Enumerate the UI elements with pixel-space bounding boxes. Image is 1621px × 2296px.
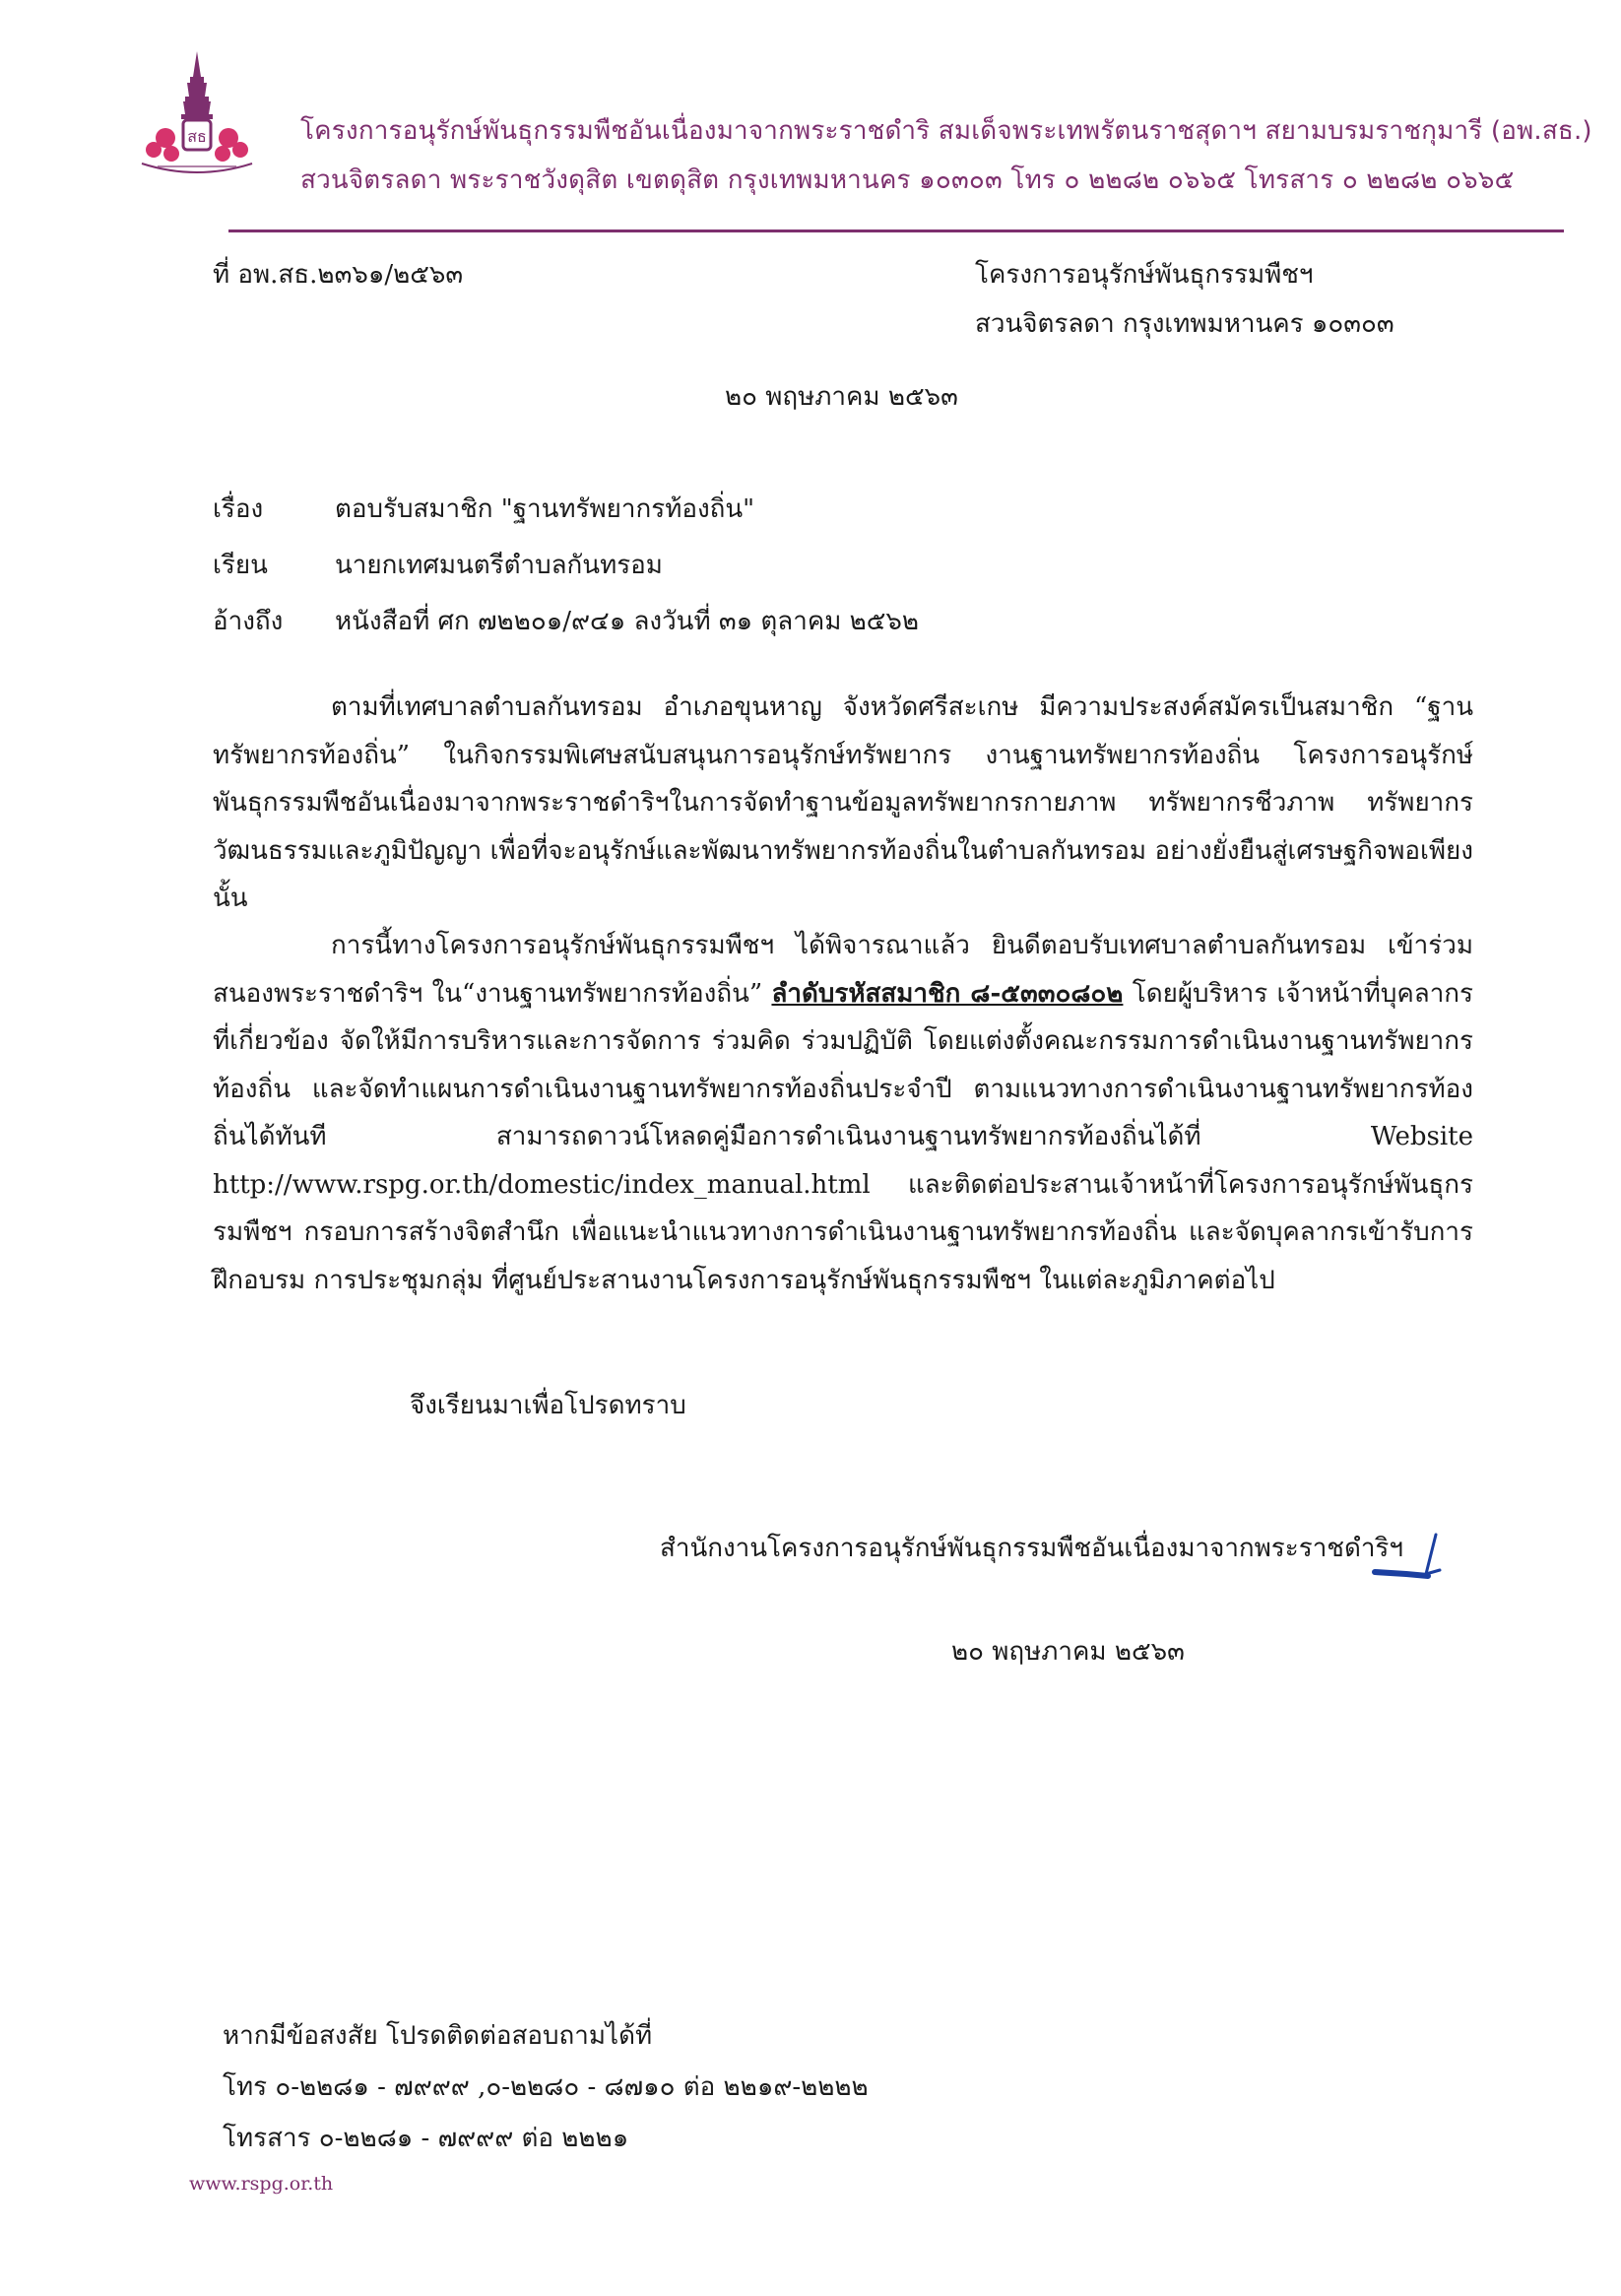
letterhead-divider bbox=[228, 230, 1564, 232]
letter-date: ๒๐ พฤษภาคม ๒๕๖๓ bbox=[725, 382, 958, 412]
body-paragraph-2 bbox=[213, 922, 1473, 1304]
recipient-label: เรียน bbox=[213, 551, 268, 580]
letterhead-address: สวนจิตรลดา พระราชวังดุสิต เขตดุสิต กรุงเทพมหานคร ๑๐๓๐๓ โทร ๐ ๒๒๘๒ ๐๖๖๕ โทรสาร ๐ ๒๒๘๒ ๐๖๖๕ bbox=[300, 165, 1515, 195]
reference-number: ที่ อพ.สธ.๒๓๖๑/๒๕๖๓ bbox=[213, 260, 464, 290]
subject-label: เรื่อง bbox=[213, 494, 264, 524]
royal-emblem-icon bbox=[128, 47, 266, 181]
website-link[interactable]: www.rspg.or.th bbox=[189, 2173, 334, 2195]
subject-value: ตอบรับสมาชิก "ฐานทรัพยากรท้องถิ่น" bbox=[335, 494, 755, 524]
reference-value: หนังสือที่ ศก ๗๒๒๐๑/๙๔๑ ลงวันที่ ๓๑ ตุลาคม ๒๕๖๒ bbox=[335, 607, 920, 636]
manual-url[interactable]: http://www.rspg.or.th/domestic/index_manual.html bbox=[213, 1169, 871, 1200]
svg-text:สธ: สธ bbox=[187, 127, 207, 146]
paragraph-2-end: และติดต่อประสานเจ้าหน้าที่โครงการอนุรักษ์พันธุกรรมพืชฯ กรอบการสร้างจิตสำนึก เพื่อแนะนำแนวทางการดำเนินงานฐานทรัพยากรท้องถิ่น และจัดบุคลากรเข้ารับการฝึกอบรม การประชุมกลุ่ม ที่ศูนย์ประสานงานโครงการอนุรักษ์พันธุกรรมพืชฯ ในแต่ละภูมิภาคต่อไป bbox=[213, 1169, 1473, 1295]
reference-label: อ้างถึง bbox=[213, 607, 284, 636]
sender-address: สวนจิตรลดา กรุงเทพมหานคร ๑๐๓๐๓ bbox=[975, 309, 1394, 339]
body-paragraph-1: ตามที่เทศบาลตำบลกันทรอม อำเภอขุนหาญ จังหวัดศรีสะเกษ มีความประสงค์สมัครเป็นสมาชิก “ฐานทรัพยากรท้องถิ่น” ในกิจกรรมพิเศษสนับสนุนการอนุรักษ์ทรัพยากร งานฐานทรัพยากรท้องถิ่น โครงการอนุรักษ์พันธุกรรมพืชอันเนื่องมาจากพระราชดำริฯในการจัดทำฐานข้อมูลทรัพยากรกายภาพ ทรัพยากรชีวภาพ ทรัพยากรวัฒนธรรมและภูมิปัญญา เพื่อที่จะอนุรักษ์และพัฒนาทรัพยากรท้องถิ่นในตำบลกันทรอม อย่างยั่งยืนสู่เศรษฐกิจพอเพียง นั้น bbox=[213, 692, 1473, 913]
contact-heading: หากมีข้อสงสัย โปรดติดต่อสอบถามได้ที่ bbox=[223, 2021, 653, 2051]
signature-date: ๒๐ พฤษภาคม ๒๕๖๓ bbox=[951, 1637, 1185, 1667]
letterhead-title: โครงการอนุรักษ์พันธุกรรมพืชอันเนื่องมาจากพระราชดำริ สมเด็จพระเทพรัตนราชสุดาฯ สยามบรมราชกุมารี (อพ.สธ.) bbox=[300, 116, 1592, 146]
sender-name: โครงการอนุรักษ์พันธุกรรมพืชฯ bbox=[975, 260, 1314, 290]
recipient-value: นายกเทศมนตรีตำบลกันทรอม bbox=[335, 551, 663, 580]
contact-telephone: โทร ๐-๒๒๘๑ - ๗๙๙๙ ,๐-๒๒๘๐ - ๘๗๑๐ ต่อ ๒๒๑๙-๒๒๒๒ bbox=[223, 2072, 869, 2102]
signatory-office: สำนักงานโครงการอนุรักษ์พันธุกรรมพืชอันเนื่องมาจากพระราชดำริฯ bbox=[660, 1534, 1403, 1563]
paragraph-2-intro: การนี้ทางโครงการอนุรักษ์พันธุกรรมพืชฯ ได้พิจารณาแล้ว ยินดีตอบรับเทศบาลตำบลกันทรอม เข้าร่วมสนองพระราชดำริฯ ใน“งานฐานทรัพยากรท้องถิ่น” bbox=[213, 931, 1473, 1009]
member-code: ลำดับรหัสสมาชิก ๘-๕๓๓๐๘๐๒ bbox=[771, 978, 1124, 1009]
closing-line: จึงเรียนมาเพื่อโปรดทราบ bbox=[410, 1391, 686, 1420]
contact-fax: โทรสาร ๐-๒๒๘๑ - ๗๙๙๙ ต่อ ๒๒๒๑ bbox=[223, 2124, 629, 2153]
paragraph-2-middle: โดยผู้บริหาร เจ้าหน้าที่บุคลากรที่เกี่ยวข้อง จัดให้มีการบริหารและการจัดการ ร่วมคิด ร่วมปฏิบัติ โดยแต่งตั้งคณะกรรมการดำเนินงานฐานทรัพยากรท้องถิ่น และจัดทำแผนการดำเนินงานฐานทรัพยากรท้องถิ่นประจำปี ตามแนวทางการดำเนินงานฐานทรัพยากรท้องถิ่นได้ทันที สามารถดาวน์โหลดคู่มือการดำเนินงานฐานทรัพยากรท้องถิ่นได้ที่ Website bbox=[213, 978, 1474, 1151]
signature-mark-icon bbox=[1367, 1515, 1456, 1604]
